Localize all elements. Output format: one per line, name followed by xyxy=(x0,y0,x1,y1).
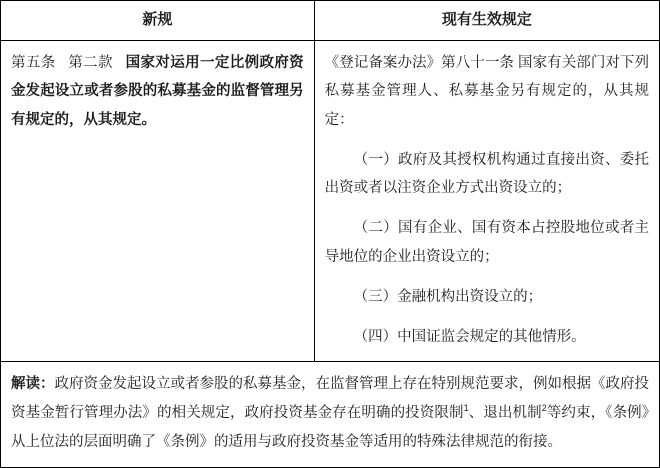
table-row xyxy=(1,41,660,362)
new-rule-clause-label: 第二款 xyxy=(67,55,113,71)
cell-new-rule xyxy=(1,41,315,362)
analysis-segment-2: 、退出机制 xyxy=(468,405,542,422)
analysis-segment-3: 等约束，《条例》从上位法的层面明确了《条例》的适用与政府投资基金等适用的特殊法律规范的衔接。 xyxy=(11,405,650,451)
analysis-segment-1: 政府资金发起设立或者参股的私募基金，在监督管理上存在特别规范要求，例如根据《政府投资基金暂行管理办法》的相关规定，政府投资基金存在明确的投资限制 xyxy=(11,376,649,422)
new-rule-text: 国家对运用一定比例政府资金发起设立或者参股的私募基金的监督管理另有规定的，从其规定。 xyxy=(11,55,304,128)
table-header-row xyxy=(1,1,660,41)
existing-rule-paragraph-0: 《登记备案办法》第八十一条 国家有关部门对下列私募基金管理人、私募基金另有规定的，从其规定： xyxy=(324,55,649,128)
column-header-new-rule: 新规 xyxy=(1,1,315,41)
column-header-existing-rule: 现有生效规定 xyxy=(314,1,659,41)
new-rule-content xyxy=(11,49,304,134)
existing-rule-paragraph-1: （一）政府及其授权机构通过直接出资、委托出资或者以注资企业方式出资设立的； xyxy=(324,151,649,197)
table-row-analysis xyxy=(1,362,660,468)
existing-rule-paragraph-4: （四）中国证监会规定的其他情形。 xyxy=(353,329,586,346)
existing-rule-paragraph-3: （三）金融机构出资设立的； xyxy=(353,288,543,305)
existing-rule-paragraph-2: （二）国有企业、国有资本占控股地位或者主导地位的企业出资设立的； xyxy=(324,220,649,265)
analysis-footnote-marker-2: 2 xyxy=(541,403,547,414)
table-body xyxy=(1,41,660,468)
analysis-content xyxy=(11,370,649,457)
cell-analysis xyxy=(1,362,660,468)
analysis-label: 解读： xyxy=(11,376,55,393)
new-rule-article-label: 第五条 xyxy=(11,55,56,71)
analysis-footnote-marker-1: 1 xyxy=(463,403,469,414)
cell-existing-rule xyxy=(314,41,659,362)
table-header xyxy=(1,1,660,41)
